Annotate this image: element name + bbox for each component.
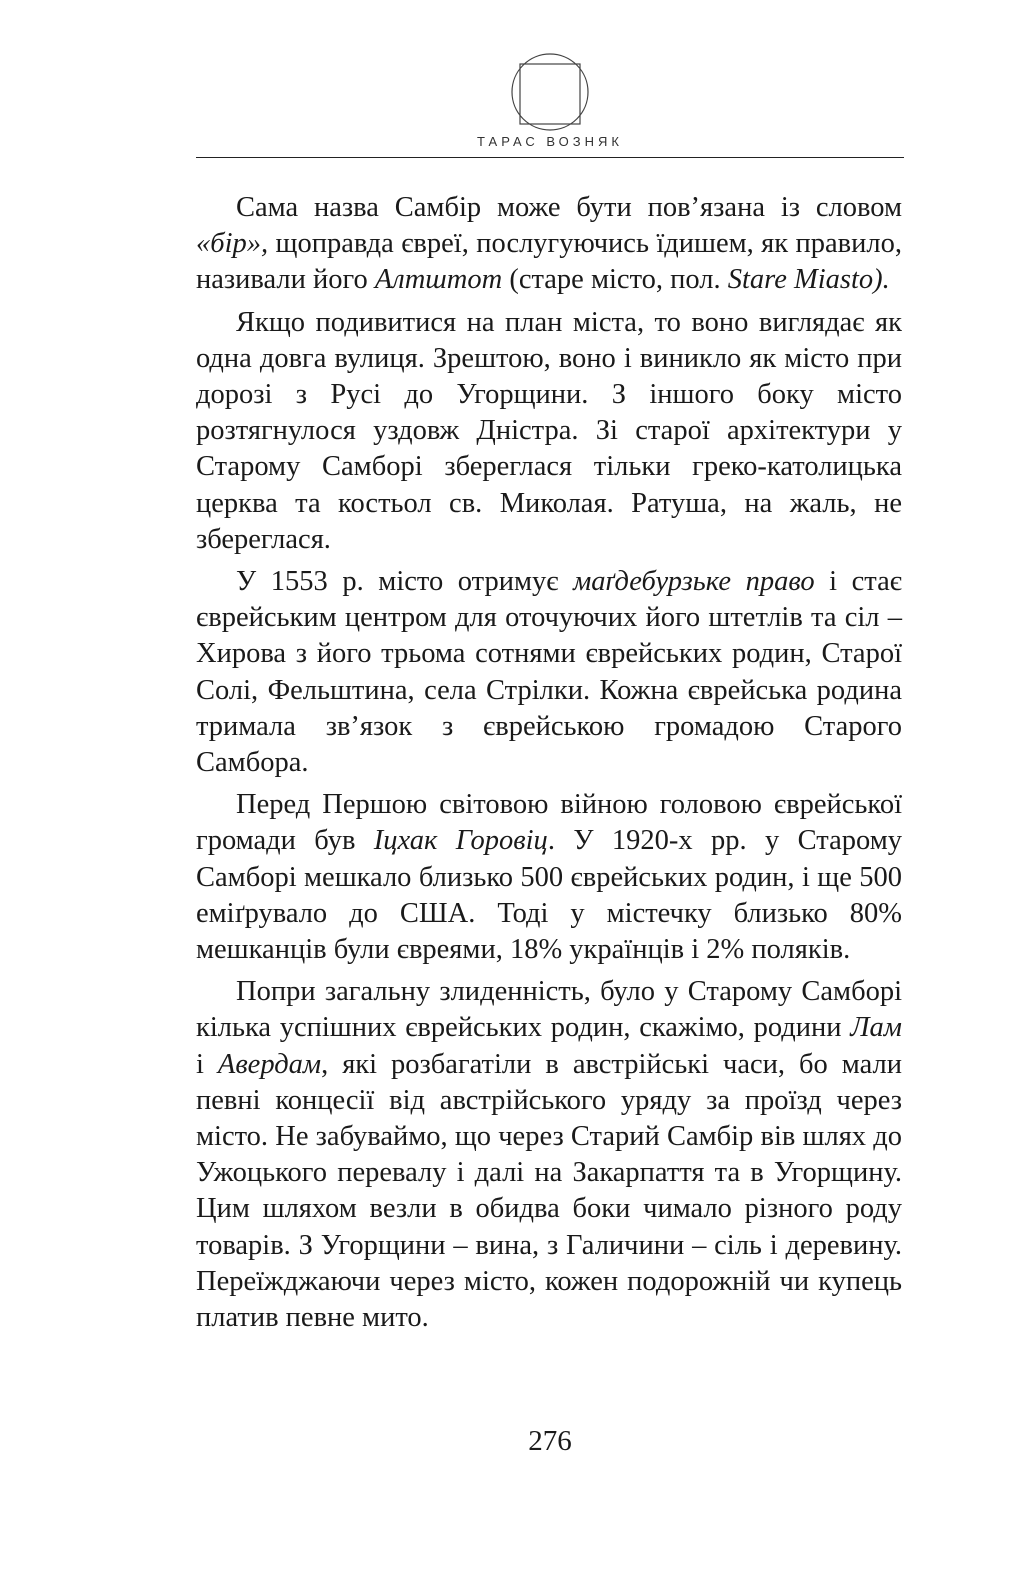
body-text	[196, 190, 902, 1342]
text-run: Перед Першою світовою війною головою єврейської громади був	[196, 789, 902, 857]
text-run: У 1553 р. місто отримує	[236, 566, 574, 598]
text-run: і	[196, 1048, 218, 1080]
italic-text: Stare Miasto).	[727, 264, 890, 296]
text-run: Попри загальну злиденність, було у Старому Самборі кілька успішних єврейських родин, скажімо, родини	[196, 976, 902, 1044]
circle-square-emblem-icon	[510, 52, 590, 132]
text-run: (старе місто, пол.	[502, 264, 728, 296]
italic-text: Іцхак Горовіц	[373, 825, 548, 857]
page-number: 276	[528, 1425, 572, 1457]
paragraph	[196, 190, 902, 299]
text-run: Якщо подивитися на план міста, то воно виглядає як одна довга вулиця. Зрештою, воно і виникло як місто при дорозі з Русі до Угорщини. З іншого боку місто розтягнулося уздовж Дністра. Зі старої архітектури у Старому Самборі збереглася тільки греко-католицька церква та костьол св. Миколая. Ратуша, на жаль, не збереглася.	[196, 306, 902, 555]
text-run: Сама назва Самбір може бути пов’язана із словом	[236, 192, 902, 223]
italic-text: Лам	[850, 1012, 902, 1044]
header-rule	[196, 157, 904, 158]
paragraph	[196, 974, 902, 1336]
paragraph	[196, 305, 902, 558]
text-run: , які розбагатіли в австрійські часи, бо мали певні концесії від австрійського уряду за проїзд через місто. Не забуваймо, що через Старий Самбір вів шлях до Ужоцького перевалу і далі на Закарпаття та в Угорщину. Цим шляхом везли в обидва боки чимало різного роду товарів. З Угорщини – вина, з Галичини – сіль і деревину. Переїжджаючи через місто, кожен подорожній чи купець платив певне мито.	[196, 1048, 902, 1334]
text-run: щоправда євреї, послугуючись їдишем, як правило, називали його	[196, 228, 902, 296]
italic-text: «бір»,	[196, 228, 269, 260]
italic-text: Авердам	[217, 1048, 322, 1080]
italic-text: маґдебурзьке право	[573, 566, 815, 598]
text-run: . У 1920-х рр. у Старому Самборі мешкало близько 500 єврейських родин, і ще 500 еміґрувало до США. Тоді у містечку близько 80% мешканців були євреями, 18% українців і 2% поляків.	[196, 825, 903, 966]
paragraph	[196, 787, 902, 968]
italic-text: Алтштот	[374, 264, 503, 296]
running-head: ТАРАС ВОЗНЯК	[477, 134, 623, 149]
paragraph	[196, 564, 902, 781]
text-run: і стає єврейським центром для оточуючих його штетлів та сіл – Хирова з його трьома сотнями єврейських родин, Старої Солі, Фельштина, села Стрілки. Кожна єврейська родина тримала зв’язок з єврейською громадою Старого Самбора.	[196, 566, 902, 779]
